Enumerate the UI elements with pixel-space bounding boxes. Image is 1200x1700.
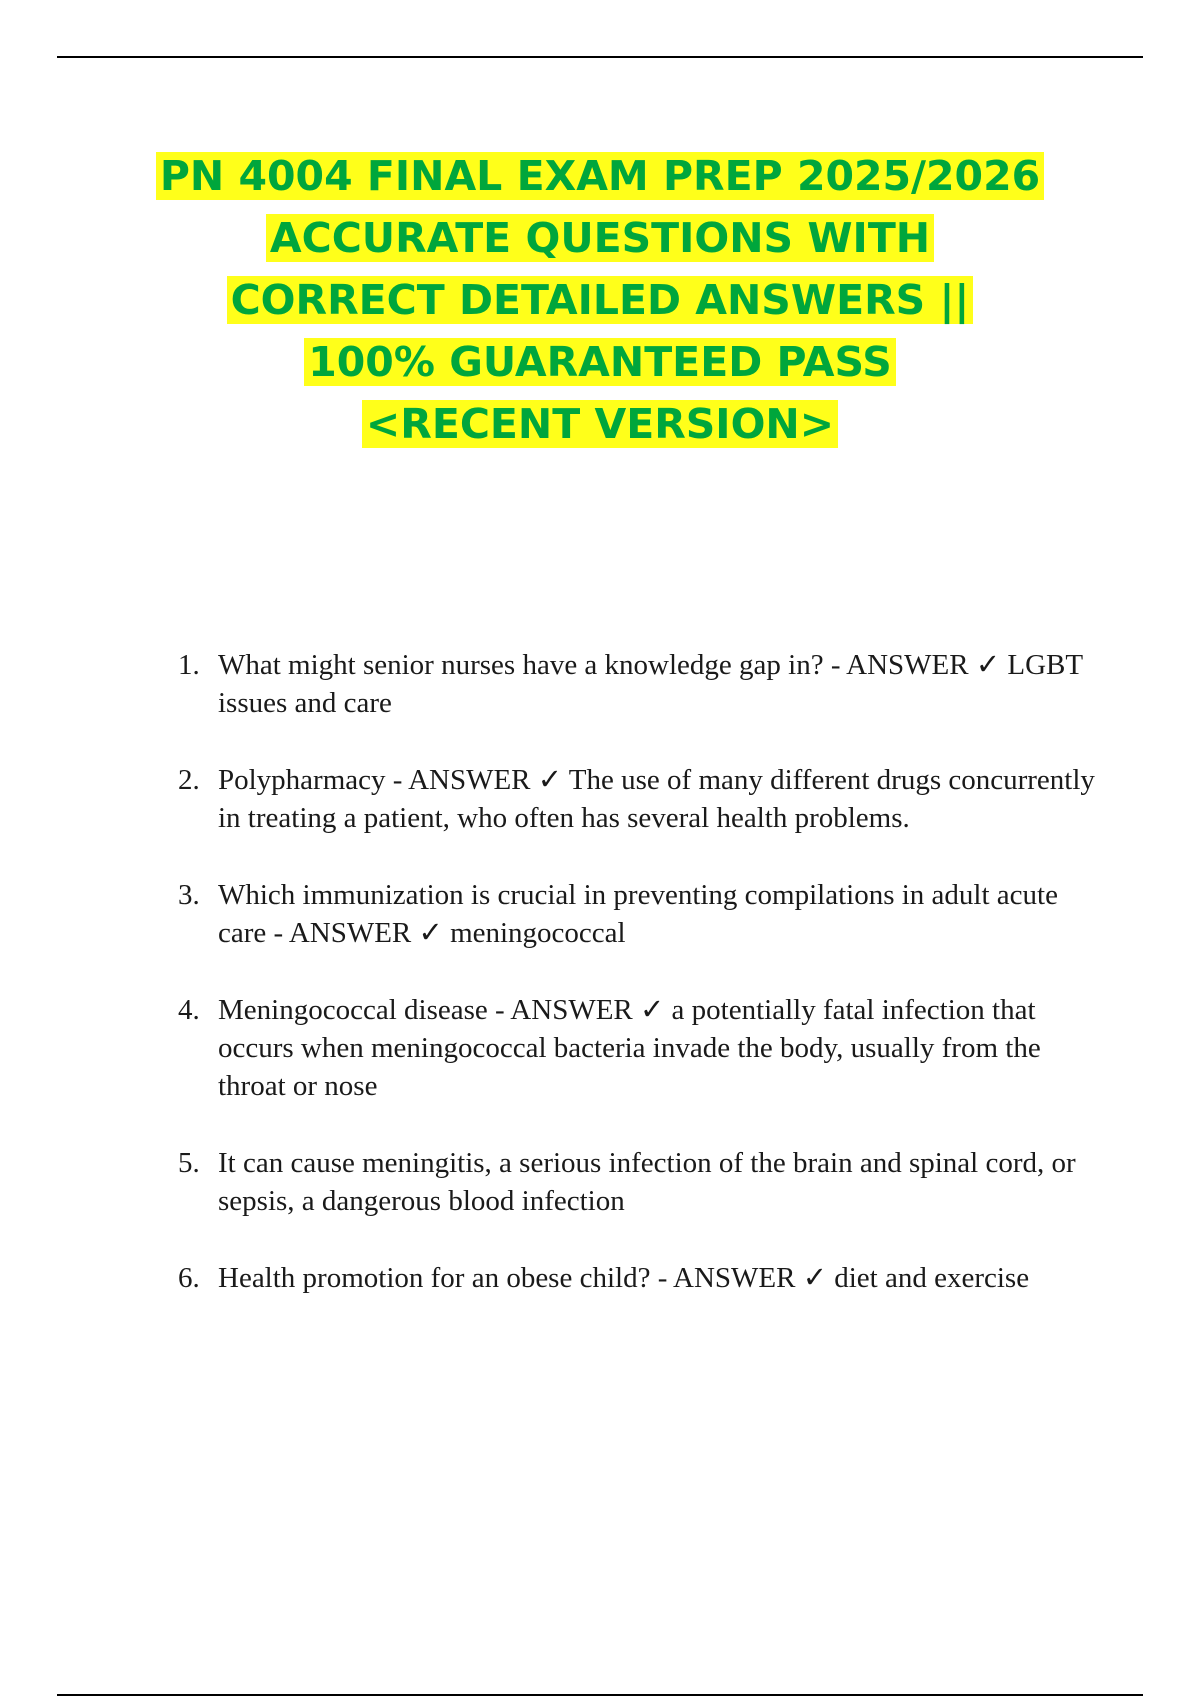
item-text: Which immunization is crucial in preventing compilations in adult acute care - ANSWER ✓ meningococcal [218,879,1058,949]
item-number: 6. [178,1262,200,1294]
document-title [0,145,1200,455]
title-line [0,331,1200,393]
item-number: 1. [178,649,200,681]
item-text: Polypharmacy - ANSWER ✓ The use of many different drugs concurrently in treating a patient, who often has several health problems. [218,764,1095,834]
title-line [0,393,1200,455]
list-item [178,991,1098,1105]
item-text: What might senior nurses have a knowledge gap in? - ANSWER ✓ LGBT issues and care [218,649,1083,719]
item-number: 3. [178,879,200,911]
bottom-rule [57,1694,1143,1696]
title-line [0,207,1200,269]
list-item [178,761,1098,837]
item-number: 5. [178,1147,200,1179]
list-item [178,1144,1098,1220]
title-line-text: ACCURATE QUESTIONS WITH [266,214,934,262]
list-item [178,876,1098,952]
list-item [178,646,1098,722]
title-line-text: PN 4004 FINAL EXAM PREP 2025/2026 [156,152,1044,200]
title-line-text: <RECENT VERSION> [362,400,838,448]
item-text: Meningococcal disease - ANSWER ✓ a potentially fatal infection that occurs when meningococcal bacteria invade the body, usually from the throat or nose [218,994,1041,1102]
title-line [0,145,1200,207]
item-text: Health promotion for an obese child? - ANSWER ✓ diet and exercise [218,1262,1030,1294]
question-answer-list [178,646,1098,1336]
title-line [0,269,1200,331]
top-rule [57,56,1143,58]
item-number: 4. [178,994,200,1026]
item-text: It can cause meningitis, a serious infection of the brain and spinal cord, or sepsis, a dangerous blood infection [218,1147,1076,1217]
item-number: 2. [178,764,200,796]
title-line-text: CORRECT DETAILED ANSWERS || [227,276,974,324]
title-line-text: 100% GUARANTEED PASS [304,338,896,386]
list-item [178,1259,1098,1297]
